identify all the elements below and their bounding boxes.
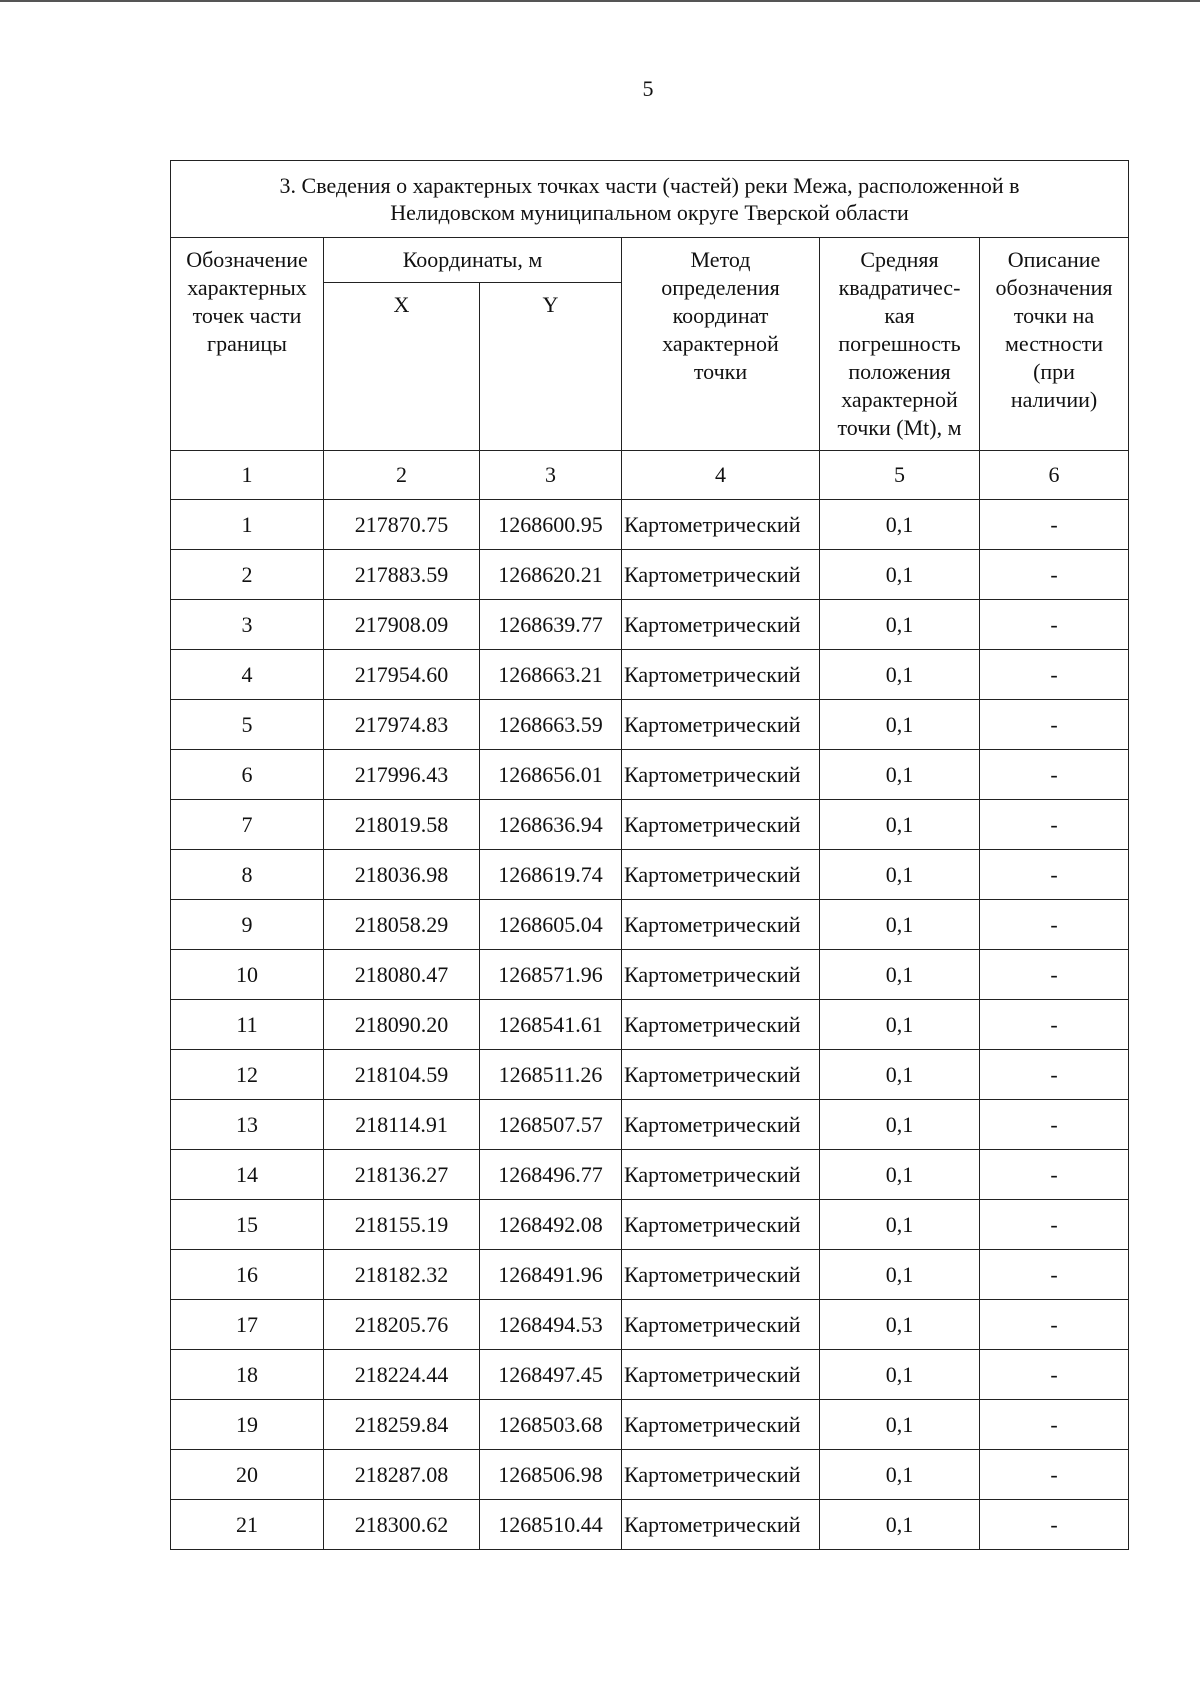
x-coordinate-cell: 217908.09 bbox=[324, 600, 480, 650]
point-number-cell: 1 bbox=[171, 500, 324, 550]
table-row bbox=[171, 1450, 1129, 1500]
table-title-line-2: Нелидовском муниципальном округе Тверской области bbox=[390, 200, 909, 225]
table-row bbox=[171, 950, 1129, 1000]
point-number-cell: 3 bbox=[171, 600, 324, 650]
table-row bbox=[171, 1500, 1129, 1550]
description-cell: - bbox=[980, 1000, 1129, 1050]
method-cell: Картометрический bbox=[622, 550, 820, 600]
y-coordinate-cell: 1268663.59 bbox=[480, 700, 622, 750]
description-cell: - bbox=[980, 800, 1129, 850]
point-number-cell: 9 bbox=[171, 900, 324, 950]
table-row bbox=[171, 1350, 1129, 1400]
mt-error-cell: 0,1 bbox=[820, 650, 980, 700]
point-number-cell: 17 bbox=[171, 1300, 324, 1350]
y-coordinate-cell: 1268571.96 bbox=[480, 950, 622, 1000]
x-coordinate-cell: 217996.43 bbox=[324, 750, 480, 800]
column-number: 1 bbox=[171, 451, 324, 500]
mt-error-cell: 0,1 bbox=[820, 900, 980, 950]
method-cell: Картометрический bbox=[622, 500, 820, 550]
mt-error-cell: 0,1 bbox=[820, 1350, 980, 1400]
point-number-cell: 2 bbox=[171, 550, 324, 600]
point-number-cell: 7 bbox=[171, 800, 324, 850]
point-number-cell: 13 bbox=[171, 1100, 324, 1150]
header-method-line: координат bbox=[672, 303, 769, 328]
method-cell: Картометрический bbox=[622, 600, 820, 650]
header-description-line: местности bbox=[1004, 331, 1104, 356]
description-cell: - bbox=[980, 550, 1129, 600]
mt-error-cell: 0,1 bbox=[820, 1200, 980, 1250]
description-cell: - bbox=[980, 1150, 1129, 1200]
table-row bbox=[171, 1000, 1129, 1050]
x-coordinate-cell: 218182.32 bbox=[324, 1250, 480, 1300]
header-error-line: квадратичес- bbox=[838, 275, 961, 300]
description-cell: - bbox=[980, 600, 1129, 650]
y-coordinate-cell: 1268619.74 bbox=[480, 850, 622, 900]
table-row bbox=[171, 1150, 1129, 1200]
x-coordinate-cell: 218136.27 bbox=[324, 1150, 480, 1200]
x-coordinate-cell: 218224.44 bbox=[324, 1350, 480, 1400]
x-coordinate-cell: 218036.98 bbox=[324, 850, 480, 900]
mt-error-cell: 0,1 bbox=[820, 1250, 980, 1300]
table-row bbox=[171, 1250, 1129, 1300]
method-cell: Картометрический bbox=[622, 650, 820, 700]
table-row bbox=[171, 1100, 1129, 1150]
table-row bbox=[171, 1050, 1129, 1100]
method-cell: Картометрический bbox=[622, 1100, 820, 1150]
mt-error-cell: 0,1 bbox=[820, 750, 980, 800]
header-error bbox=[820, 238, 980, 451]
y-coordinate-cell: 1268663.21 bbox=[480, 650, 622, 700]
point-number-cell: 18 bbox=[171, 1350, 324, 1400]
header-designation-line: характерных bbox=[187, 275, 307, 300]
table-row bbox=[171, 1400, 1129, 1450]
header-method bbox=[622, 238, 820, 451]
table-row bbox=[171, 1300, 1129, 1350]
y-coordinate-cell: 1268494.53 bbox=[480, 1300, 622, 1350]
point-number-cell: 5 bbox=[171, 700, 324, 750]
header-designation-line: границы bbox=[207, 331, 287, 356]
table-row bbox=[171, 600, 1129, 650]
method-cell: Картометрический bbox=[622, 900, 820, 950]
header-method-line: Метод bbox=[690, 247, 751, 272]
point-number-cell: 15 bbox=[171, 1200, 324, 1250]
y-coordinate-cell: 1268600.95 bbox=[480, 500, 622, 550]
x-coordinate-cell: 217870.75 bbox=[324, 500, 480, 550]
method-cell: Картометрический bbox=[622, 1400, 820, 1450]
column-number: 6 bbox=[980, 451, 1129, 500]
table-row bbox=[171, 1200, 1129, 1250]
y-coordinate-cell: 1268506.98 bbox=[480, 1450, 622, 1500]
y-coordinate-cell: 1268639.77 bbox=[480, 600, 622, 650]
y-coordinate-cell: 1268507.57 bbox=[480, 1100, 622, 1150]
method-cell: Картометрический bbox=[622, 1050, 820, 1100]
description-cell: - bbox=[980, 1450, 1129, 1500]
x-coordinate-cell: 218090.20 bbox=[324, 1000, 480, 1050]
y-coordinate-cell: 1268636.94 bbox=[480, 800, 622, 850]
point-number-cell: 21 bbox=[171, 1500, 324, 1550]
x-coordinate-cell: 217954.60 bbox=[324, 650, 480, 700]
table-row bbox=[171, 550, 1129, 600]
point-number-cell: 20 bbox=[171, 1450, 324, 1500]
column-number-row bbox=[171, 451, 1129, 500]
x-coordinate-cell: 218019.58 bbox=[324, 800, 480, 850]
header-description-line: Описание bbox=[1007, 247, 1101, 272]
mt-error-cell: 0,1 bbox=[820, 1500, 980, 1550]
header-method-line: характерной bbox=[662, 331, 779, 356]
header-method-line: определения bbox=[661, 275, 780, 300]
header-error-line: погрешность bbox=[838, 331, 961, 356]
description-cell: - bbox=[980, 1400, 1129, 1450]
table-row bbox=[171, 650, 1129, 700]
header-x: X bbox=[324, 283, 480, 451]
x-coordinate-cell: 218058.29 bbox=[324, 900, 480, 950]
description-cell: - bbox=[980, 950, 1129, 1000]
method-cell: Картометрический bbox=[622, 1500, 820, 1550]
description-cell: - bbox=[980, 1050, 1129, 1100]
table-title-line-1: 3. Сведения о характерных точках части (частей) реки Межа, расположенной в bbox=[279, 173, 1020, 198]
mt-error-cell: 0,1 bbox=[820, 1150, 980, 1200]
description-cell: - bbox=[980, 500, 1129, 550]
scan-top-edge bbox=[0, 0, 1200, 2]
x-coordinate-cell: 218155.19 bbox=[324, 1200, 480, 1250]
table-title-row bbox=[171, 161, 1129, 238]
header-coordinates: Координаты, м bbox=[324, 238, 622, 283]
header-error-line: характерной bbox=[841, 387, 958, 412]
table-row bbox=[171, 500, 1129, 550]
method-cell: Картометрический bbox=[622, 1350, 820, 1400]
description-cell: - bbox=[980, 850, 1129, 900]
column-number: 4 bbox=[622, 451, 820, 500]
x-coordinate-cell: 218104.59 bbox=[324, 1050, 480, 1100]
method-cell: Картометрический bbox=[622, 1150, 820, 1200]
description-cell: - bbox=[980, 750, 1129, 800]
header-error-line: точки (Mt), м bbox=[837, 415, 962, 440]
point-number-cell: 11 bbox=[171, 1000, 324, 1050]
method-cell: Картометрический bbox=[622, 1300, 820, 1350]
header-error-line: кая bbox=[884, 303, 915, 328]
description-cell: - bbox=[980, 900, 1129, 950]
mt-error-cell: 0,1 bbox=[820, 600, 980, 650]
y-coordinate-cell: 1268605.04 bbox=[480, 900, 622, 950]
method-cell: Картометрический bbox=[622, 1450, 820, 1500]
description-cell: - bbox=[980, 1350, 1129, 1400]
y-coordinate-cell: 1268491.96 bbox=[480, 1250, 622, 1300]
mt-error-cell: 0,1 bbox=[820, 1050, 980, 1100]
method-cell: Картометрический bbox=[622, 1250, 820, 1300]
mt-error-cell: 0,1 bbox=[820, 1450, 980, 1500]
method-cell: Картометрический bbox=[622, 1200, 820, 1250]
method-cell: Картометрический bbox=[622, 1000, 820, 1050]
mt-error-cell: 0,1 bbox=[820, 1300, 980, 1350]
header-designation bbox=[171, 238, 324, 451]
method-cell: Картометрический bbox=[622, 800, 820, 850]
mt-error-cell: 0,1 bbox=[820, 550, 980, 600]
point-number-cell: 14 bbox=[171, 1150, 324, 1200]
x-coordinate-cell: 218114.91 bbox=[324, 1100, 480, 1150]
mt-error-cell: 0,1 bbox=[820, 1400, 980, 1450]
y-coordinate-cell: 1268620.21 bbox=[480, 550, 622, 600]
x-coordinate-cell: 218259.84 bbox=[324, 1400, 480, 1450]
y-coordinate-cell: 1268541.61 bbox=[480, 1000, 622, 1050]
y-coordinate-cell: 1268503.68 bbox=[480, 1400, 622, 1450]
header-error-line: Средняя bbox=[860, 247, 939, 272]
point-number-cell: 12 bbox=[171, 1050, 324, 1100]
header-description bbox=[980, 238, 1129, 451]
description-cell: - bbox=[980, 650, 1129, 700]
header-designation-line: Обозначение bbox=[186, 247, 308, 272]
description-cell: - bbox=[980, 1300, 1129, 1350]
mt-error-cell: 0,1 bbox=[820, 850, 980, 900]
table-row bbox=[171, 800, 1129, 850]
header-method-line: точки bbox=[693, 359, 748, 384]
table-row bbox=[171, 900, 1129, 950]
column-number: 3 bbox=[480, 451, 622, 500]
y-coordinate-cell: 1268492.08 bbox=[480, 1200, 622, 1250]
mt-error-cell: 0,1 bbox=[820, 700, 980, 750]
boundary-points-table bbox=[170, 160, 1129, 1550]
point-number-cell: 4 bbox=[171, 650, 324, 700]
description-cell: - bbox=[980, 1200, 1129, 1250]
description-cell: - bbox=[980, 1500, 1129, 1550]
point-number-cell: 6 bbox=[171, 750, 324, 800]
description-cell: - bbox=[980, 1100, 1129, 1150]
mt-error-cell: 0,1 bbox=[820, 950, 980, 1000]
header-designation-line: точек части bbox=[192, 303, 302, 328]
method-cell: Картометрический bbox=[622, 700, 820, 750]
header-y: Y bbox=[480, 283, 622, 451]
y-coordinate-cell: 1268510.44 bbox=[480, 1500, 622, 1550]
header-row-1 bbox=[171, 238, 1129, 283]
y-coordinate-cell: 1268656.01 bbox=[480, 750, 622, 800]
method-cell: Картометрический bbox=[622, 750, 820, 800]
point-number-cell: 8 bbox=[171, 850, 324, 900]
point-number-cell: 16 bbox=[171, 1250, 324, 1300]
header-description-line: наличии) bbox=[1010, 387, 1098, 412]
point-number-cell: 19 bbox=[171, 1400, 324, 1450]
y-coordinate-cell: 1268497.45 bbox=[480, 1350, 622, 1400]
table-title bbox=[171, 161, 1129, 238]
x-coordinate-cell: 218205.76 bbox=[324, 1300, 480, 1350]
mt-error-cell: 0,1 bbox=[820, 500, 980, 550]
header-description-line: точки на bbox=[1013, 303, 1095, 328]
mt-error-cell: 0,1 bbox=[820, 1000, 980, 1050]
x-coordinate-cell: 217883.59 bbox=[324, 550, 480, 600]
y-coordinate-cell: 1268511.26 bbox=[480, 1050, 622, 1100]
mt-error-cell: 0,1 bbox=[820, 1100, 980, 1150]
header-error-line: положения bbox=[848, 359, 951, 384]
header-description-line: обозначения bbox=[995, 275, 1113, 300]
description-cell: - bbox=[980, 700, 1129, 750]
table-row bbox=[171, 700, 1129, 750]
table-row bbox=[171, 850, 1129, 900]
page-number: 5 bbox=[642, 76, 654, 101]
y-coordinate-cell: 1268496.77 bbox=[480, 1150, 622, 1200]
column-number: 5 bbox=[820, 451, 980, 500]
x-coordinate-cell: 218300.62 bbox=[324, 1500, 480, 1550]
method-cell: Картометрический bbox=[622, 850, 820, 900]
header-description-line: (при bbox=[1033, 359, 1075, 384]
method-cell: Картометрический bbox=[622, 950, 820, 1000]
mt-error-cell: 0,1 bbox=[820, 800, 980, 850]
description-cell: - bbox=[980, 1250, 1129, 1300]
x-coordinate-cell: 218287.08 bbox=[324, 1450, 480, 1500]
column-number: 2 bbox=[324, 451, 480, 500]
x-coordinate-cell: 217974.83 bbox=[324, 700, 480, 750]
table-row bbox=[171, 750, 1129, 800]
point-number-cell: 10 bbox=[171, 950, 324, 1000]
x-coordinate-cell: 218080.47 bbox=[324, 950, 480, 1000]
